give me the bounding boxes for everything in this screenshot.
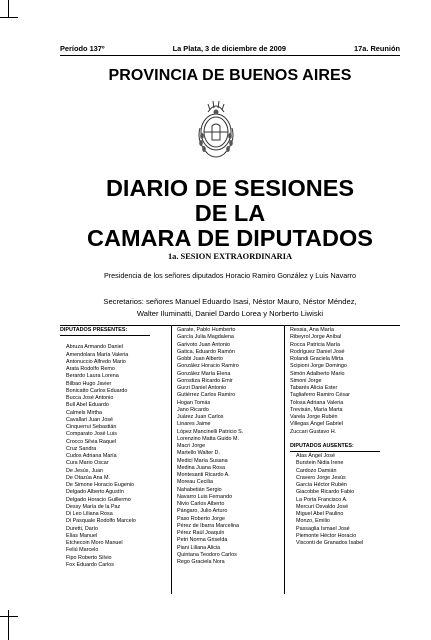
deputy-name: Arata Rodolfo Remo <box>66 366 115 372</box>
deputy-name: Gobbi Juan Alberto <box>177 356 223 362</box>
deputy-name: Atas Ángel José <box>296 453 335 459</box>
deputy-name: De Otazúa Ana M. <box>66 474 111 481</box>
deputy-name: Dessy María de la Paz <box>66 503 121 510</box>
deputy-name: García Julia Magdalena <box>177 334 234 341</box>
deputy-name: Gurzi Daniel Antonio <box>177 385 227 391</box>
deputy-name: Tolosa Adriana Valeria <box>290 399 344 406</box>
page-header <box>60 44 400 53</box>
title-line-2: DE LA <box>194 200 266 226</box>
column-divider-1 <box>171 326 172 594</box>
secretaries-line-2: Walter Iluminatti, Daniel Dardo Lorea y Norberto Liwiski <box>136 309 324 318</box>
deputy-name: Tagliaferro Ramiro César <box>290 392 350 399</box>
deputy-name: Zuccari Gustavo H. <box>290 428 337 435</box>
deputy-name: Etchecoin Moro Manuel <box>66 540 123 546</box>
deputy-name: Crocco Silvia Raquel <box>66 438 117 445</box>
column-3-absent-list <box>290 453 400 547</box>
deputy-name: Pérez de Ibarra Marcelina <box>177 522 240 529</box>
deputy-name: Medina Juana Rosa <box>177 464 225 471</box>
deputy-name: Tabarés Alicia Ester <box>290 385 338 391</box>
deputy-name: Simoni Jorge <box>290 377 322 384</box>
column-3-list <box>290 327 400 436</box>
deputy-name: Gatica, Eduardo Ramón <box>177 348 235 355</box>
deputy-name: Gutiérrez Carlos Ramiro <box>177 392 236 399</box>
deputy-name: Cudos Adriana María <box>66 453 117 459</box>
deputy-name: Cura Mario Oscar <box>66 460 109 467</box>
column-2-list <box>177 327 281 566</box>
column-2 <box>177 327 281 566</box>
deputy-name: Passaglia Ismael José <box>296 525 350 532</box>
column-1 <box>60 327 168 569</box>
deputy-name: De Simone Horacio Eugenio <box>66 482 135 488</box>
deputy-name: Miguel Abel Paulino <box>296 511 344 517</box>
deputy-name: Cinquerrui Sebastián <box>66 424 117 430</box>
deputy-name: Abruza Armando Daniel <box>66 344 123 351</box>
deputy-name: Piani Liliana Alicia <box>177 544 221 551</box>
deputy-name: Navarro Luis Fernando <box>177 493 233 500</box>
session-label: 1a. SESION EXTRAORDINARIA <box>167 252 293 261</box>
deputy-name: Nahabetián Sergio <box>177 486 222 493</box>
province-title: PROVINCIA DE BUENOS AIRES <box>108 67 352 84</box>
deputy-name: López Mancinelli Patricio S. <box>177 428 244 435</box>
deputy-name: Bonicatto Carlos Eduardo <box>66 387 128 394</box>
absent-heading: DIPUTADOS AUSENTES: <box>290 442 354 449</box>
deputy-name: Macri Jorge <box>177 443 206 449</box>
deputy-name: Monzo, Emilio <box>296 518 330 525</box>
present-heading: DIPUTADOS PRESENTES: <box>60 327 128 333</box>
absent-heading-rule <box>290 451 380 452</box>
deputy-name: Elías Manuel <box>66 532 98 539</box>
deputy-name: Rocca Patricia María <box>290 341 341 348</box>
provincial-seal-icon <box>194 98 238 164</box>
deputy-name: Rolandi Graciela Mirta <box>290 356 344 362</box>
deputy-name: Amendolara María Valeria <box>66 351 129 358</box>
deputy-name: Varela Jorge Rubén <box>290 414 338 420</box>
crop-mark-bottom-left-h <box>0 616 18 617</box>
deputy-name: Delgado Alberto Agustín <box>66 489 124 496</box>
deputy-name: Delgado Horacio Guillermo <box>66 496 131 503</box>
title-line-1: DIARIO DE SESIONES <box>105 175 355 201</box>
deputy-name: Paso Roberto Jorge <box>177 515 225 522</box>
deputy-name: Antonuccio Alfredo Mario <box>66 358 126 365</box>
deputy-name: Villegas Ángel Gabriel <box>290 421 343 428</box>
deputy-name: La Porta Francisco A. <box>296 496 348 503</box>
deputy-name: Cardozo Damián <box>296 467 337 474</box>
deputy-name: Bucca José Antonio <box>66 395 114 401</box>
deputy-name: García Héctor Rubén <box>296 482 347 488</box>
deputy-name: Petri Norma Griselda <box>177 537 228 544</box>
column-divider-2 <box>284 326 285 594</box>
column-3 <box>290 327 400 547</box>
deputy-name: Rodríguez Daniel José <box>290 348 345 355</box>
deputy-name: Garate, Pablo Humberto <box>177 327 236 333</box>
deputy-name: Fipo Roberto Silvio <box>66 554 112 561</box>
deputy-name: Garivoto Juan Antonio <box>177 341 231 348</box>
deputy-name: Bilbao Hugo Javier <box>66 380 112 387</box>
deputy-name: Bull Abel Eduardo <box>66 402 109 409</box>
deputy-name: Martello Walter D. <box>177 450 220 457</box>
deputy-name: Ressia, Ana María <box>290 327 335 333</box>
deputy-name: Hogan Tomás <box>177 399 211 406</box>
header-rule <box>60 55 400 56</box>
deputy-name: Cruz Sandra <box>66 445 97 452</box>
deputy-name: González Horacio Ramiro <box>177 363 239 370</box>
deputy-name: Berardo Laura Lorena <box>66 373 119 380</box>
present-heading-rule <box>60 335 150 336</box>
crop-mark-top-left-h <box>0 17 18 18</box>
deputy-name: Simón Adalberto Mario <box>290 370 345 377</box>
presidency-text: Presidencia de los señores diputados Horacio Ramiro González y Luis Navarro <box>103 271 357 280</box>
deputy-name: Juárez Juan Carlos <box>177 414 224 420</box>
meeting-label: 17a. Reunión <box>354 44 400 53</box>
deputy-name: Jano Ricardo <box>177 406 209 413</box>
deputy-name: Cavallari Juan José <box>66 416 114 423</box>
deputy-name: Calmels Mirtha <box>66 409 102 416</box>
secretaries-text <box>60 296 400 320</box>
period-label: Período 137º <box>60 44 105 53</box>
deputy-name: Di Leo Liliana Rosa <box>66 511 113 517</box>
deputy-name: Nivio Carlos Alberto <box>177 501 225 507</box>
deputy-name: Quintana Teodoro Carlos <box>177 551 237 558</box>
deputy-name: Feliú Marcelo <box>66 547 99 554</box>
crop-mark-bottom-left-v <box>8 610 9 640</box>
deputy-name: Linares Jaime <box>177 421 211 428</box>
deputy-name: Medici María Susana <box>177 457 228 464</box>
deputy-name: Gorostiza Ricardo Emir <box>177 377 233 384</box>
deputy-name: González María Elena <box>177 370 231 377</box>
deputy-name: Scipioni Jorge Domingo <box>290 363 347 370</box>
deputy-name: Fox Eduardo Carlos <box>66 561 114 568</box>
deputy-name: Giacobbe Ricardo Fabio <box>296 489 355 496</box>
title-line-3: CAMARA DE DIPUTADOS <box>87 225 373 251</box>
column-1-list <box>60 344 168 569</box>
deputy-name: Visconti de Granados Isabel <box>296 540 364 546</box>
deputy-name: Comparato José Luis <box>66 431 117 438</box>
deputy-name: Cravero Jorge Jesús <box>296 474 346 481</box>
deputy-name: Piemonte Héctor Horacio <box>296 532 357 539</box>
place-date-label: La Plata, 3 de diciembre de 2009 <box>172 44 286 53</box>
deputy-name: Pángaro, Julio Arturo <box>177 508 228 515</box>
deputy-name: Burstein Nidia Irene <box>296 460 344 467</box>
deputy-name: Pérez Raúl Joaquín <box>177 530 225 536</box>
deputy-name: Trevisán, María Marta <box>290 406 343 413</box>
deputy-name: Duretti, Darío <box>66 525 99 532</box>
deputy-name: Lorenzino Matta Guido M. <box>177 435 240 442</box>
deputy-name: Ribeyrol Jorge Aníbal <box>290 334 342 341</box>
deputy-name: De Jesús, Juan <box>66 467 104 474</box>
crop-mark-top-left-v <box>8 0 9 18</box>
deputy-name: Moreau Cecilia <box>177 479 213 486</box>
deputy-name: Di Pasquale Rodolfo Marcelo <box>66 518 136 525</box>
deputy-name: Montesanti Ricardo A. <box>177 472 230 478</box>
deputy-name: Rego Graciela Nora <box>177 559 225 565</box>
secretaries-line-1: Secretarios: señores Manuel Eduardo Isasi, Néstor Mauro, Néstor Méndez, <box>103 297 357 306</box>
deputy-name: Mercuri Osvaldo José <box>296 503 349 510</box>
list-top-rule <box>60 325 400 326</box>
